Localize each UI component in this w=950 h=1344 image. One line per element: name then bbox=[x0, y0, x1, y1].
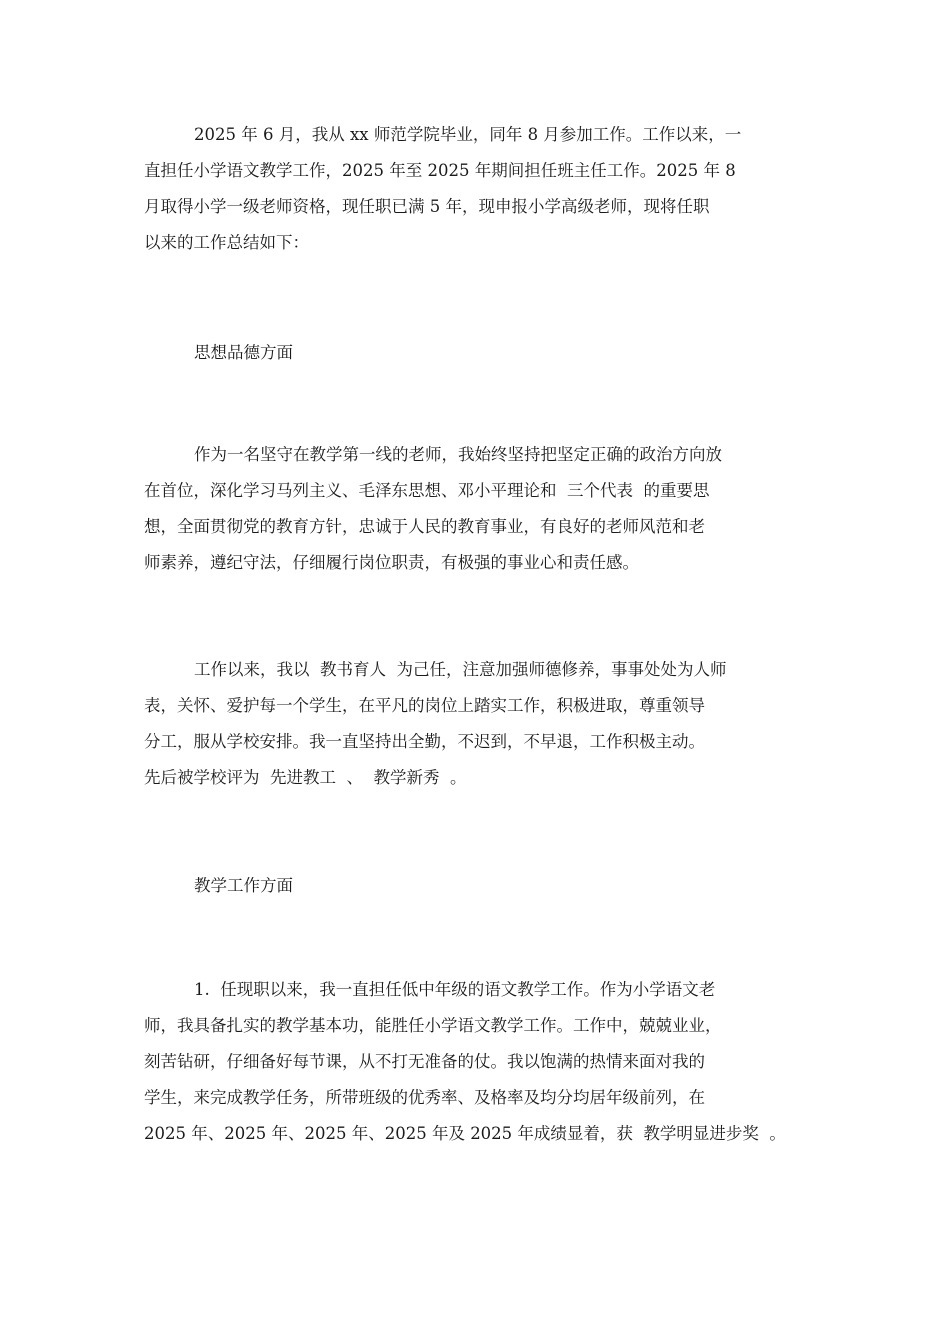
paragraph-line: 作为一名坚守在教学第一线的老师，我始终坚持把坚定正确的政治方向放 bbox=[194, 445, 722, 464]
paragraph-line: 直担任小学语文教学工作，2025 年至 2025 年期间担任班主任工作。2025 年 8 bbox=[144, 161, 736, 180]
paragraph-line: 想，全面贯彻党的教育方针，忠诚于人民的教育事业，有良好的老师风范和老 bbox=[144, 517, 705, 536]
section-heading-ideology bbox=[144, 335, 824, 371]
paragraph-line: 学生，来完成教学任务，所带班级的优秀率、及格率及均分均居年级前列，在 bbox=[144, 1088, 705, 1107]
paragraph-line: 刻苦钻研，仔细备好每节课，从不打无准备的仗。我以饱满的热情来面对我的 bbox=[144, 1052, 705, 1071]
section-heading: 思想品德方面 bbox=[194, 343, 293, 362]
paragraph-line: 师，我具备扎实的教学基本功，能胜任小学语文教学工作。工作中，兢兢业业， bbox=[144, 1016, 722, 1035]
section-heading-teaching bbox=[144, 868, 824, 904]
paragraph-ideology bbox=[144, 437, 824, 581]
paragraph-line: 师素养，遵纪守法，仔细履行岗位职责，有极强的事业心和责任感。 bbox=[144, 553, 639, 572]
paragraph-line: 以来的工作总结如下： bbox=[144, 233, 309, 252]
paragraph-line: 1. 任现职以来，我一直担任低中年级的语文教学工作。作为小学语文老 bbox=[194, 980, 716, 999]
paragraph-line: 分工，服从学校安排。我一直坚持出全勤，不迟到，不早退，工作积极主动。 bbox=[144, 732, 705, 751]
paragraph-line: 先后被学校评为 先进教工 、 教学新秀 。 bbox=[144, 768, 467, 787]
paragraph-line: 工作以来，我以 教书育人 为己任，注意加强师德修养，事事处处为人师 bbox=[194, 660, 727, 679]
paragraph-line: 2025 年、2025 年、2025 年、2025 年及 2025 年成绩显着，获 教学明显进步奖 。 bbox=[144, 1124, 786, 1143]
paragraph-intro bbox=[144, 117, 824, 261]
section-heading: 教学工作方面 bbox=[194, 876, 293, 895]
paragraph-line: 在首位，深化学习马列主义、毛泽东思想、邓小平理论和 三个代表 的重要思 bbox=[144, 481, 710, 500]
paragraph-ethics bbox=[144, 652, 824, 796]
paragraph-line: 月取得小学一级老师资格，现任职已满 5 年，现申报小学高级老师，现将任职 bbox=[144, 197, 710, 216]
paragraph-line: 表，关怀、爱护每一个学生，在平凡的岗位上踏实工作，积极进取，尊重领导 bbox=[144, 696, 705, 715]
paragraph-teaching bbox=[144, 972, 824, 1152]
paragraph-line: 2025 年 6 月，我从 xx 师范学院毕业，同年 8 月参加工作。工作以来，一 bbox=[194, 125, 742, 144]
